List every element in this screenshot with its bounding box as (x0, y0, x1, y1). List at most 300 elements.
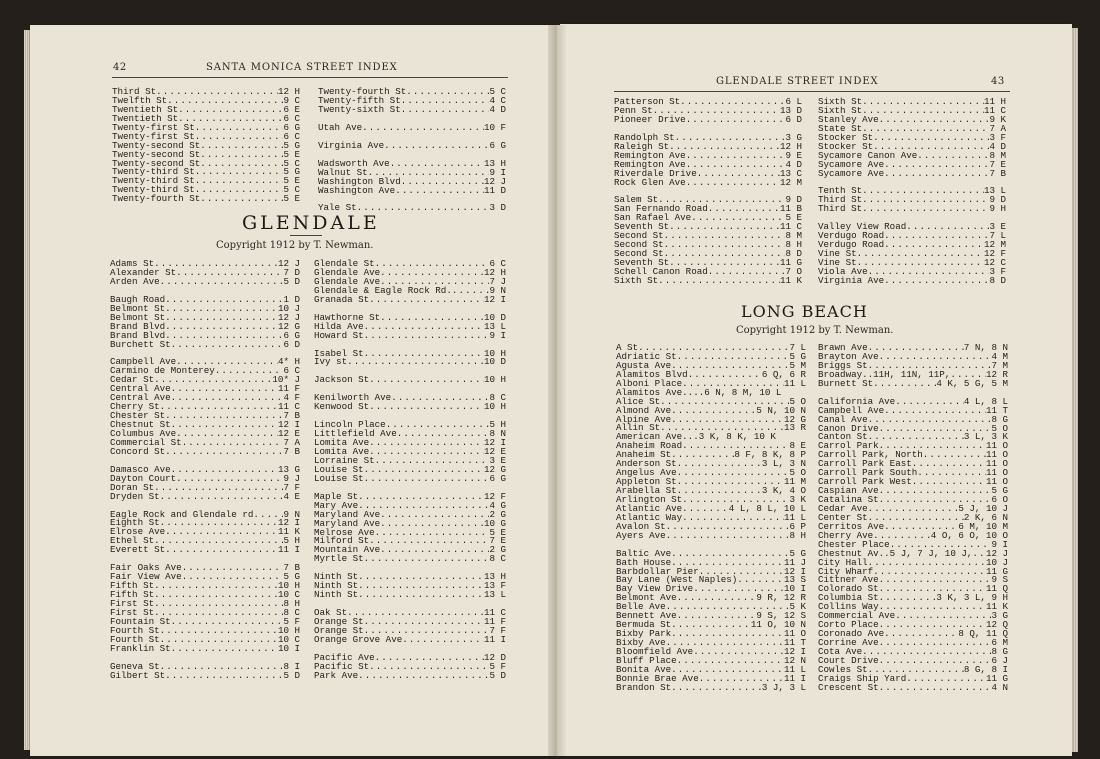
street-name: Hilda Ave (314, 320, 364, 332)
grid-reference: 12 J (483, 175, 506, 187)
street-name: San Rafael Ave (614, 212, 692, 224)
leader-dots (364, 466, 484, 475)
grid-reference: 11 T (783, 637, 806, 648)
street-name: Cittner Ave (818, 574, 879, 586)
leader-dots (691, 214, 785, 223)
leader-dots (917, 469, 986, 478)
street-name: Walnut St (318, 166, 368, 178)
grid-reference: 13 R (783, 422, 806, 434)
leader-dots (358, 582, 484, 591)
street-name: Ninth St (314, 571, 359, 583)
leader-dots (375, 260, 490, 269)
grid-reference: 8 D (989, 274, 1006, 286)
street-entry (318, 139, 506, 151)
left-page-number: 42 (113, 62, 127, 73)
leader-dots (195, 177, 284, 186)
leader-dots (165, 323, 278, 332)
street-name: Ayers Ave (616, 529, 666, 541)
street-name: Orange St (314, 624, 364, 636)
grid-reference: 4 D (989, 140, 1006, 152)
street-name: Carmino de Monterey (110, 365, 215, 377)
grid-reference: 7 B (283, 562, 300, 574)
leader-dots (686, 161, 786, 170)
street-entry (110, 642, 300, 654)
long-beach-col-1 (616, 344, 806, 693)
street-name: Twenty-third St (112, 175, 195, 187)
street-name: Geneva St (110, 660, 160, 672)
street-entry (314, 403, 506, 412)
street-name: Anaheim Road (616, 440, 683, 452)
grid-reference: 12 C (983, 257, 1006, 268)
street-name: Sixth St (818, 96, 863, 107)
street-name: Verdugo Road (818, 230, 885, 242)
leader-dots (884, 407, 986, 416)
grid-reference: 11 O (985, 467, 1008, 479)
leader-dots (677, 353, 790, 362)
street-entry (318, 121, 506, 133)
street-name: Coronado Ave (818, 628, 885, 640)
street-entry (616, 681, 806, 693)
street-name: Corrine Ave (818, 637, 879, 648)
street-entry (110, 338, 300, 350)
leader-dots (154, 591, 278, 600)
left-header-rule (112, 77, 508, 78)
leader-dots (369, 376, 484, 385)
grid-reference: 12 R (985, 368, 1008, 380)
grid-reference: 3 K (789, 493, 806, 505)
leader-dots (384, 142, 489, 151)
grid-reference: 9 I (991, 538, 1008, 550)
street-name: A St (616, 342, 639, 353)
leader-dots (195, 168, 284, 177)
street-name: Twenty-sixth St (318, 103, 401, 115)
grid-reference: 8 C (283, 606, 300, 618)
grid-reference: 9 N (283, 508, 300, 520)
street-name: Louise St (314, 463, 364, 475)
right-running-head: GLENDALE STREET INDEX (716, 76, 879, 87)
leader-dots (884, 232, 989, 241)
street-name: Patterson St (614, 96, 681, 107)
leader-dots (165, 314, 278, 323)
grid-reference: 12 F (483, 490, 506, 502)
grid-reference: 11 M (783, 476, 806, 488)
leader-dots (369, 296, 484, 305)
grid-reference: 9 C (283, 94, 300, 106)
grid-reference: 12 I (783, 565, 806, 577)
leader-dots (884, 630, 958, 639)
grid-reference: 10 J (985, 556, 1008, 568)
street-name: Arden Ave (110, 275, 160, 287)
grid-reference: 11 O (985, 476, 1008, 488)
street-name: Seventh St (614, 221, 670, 233)
grid-reference: 5 E (489, 526, 506, 538)
grid-reference: 11 G (985, 565, 1008, 577)
grid-reference: 11 C (277, 401, 300, 413)
leader-dots (156, 88, 278, 97)
street-name: Arlington St (616, 493, 683, 505)
grid-reference: 13 L (483, 320, 506, 332)
street-name: Yale St (318, 202, 357, 214)
leader-dots (868, 505, 959, 514)
grid-reference: 9 D (785, 194, 802, 206)
street-name: Ninth St (314, 580, 359, 592)
grid-reference: 3 D (489, 202, 506, 214)
street-entry (318, 184, 506, 196)
street-entry (314, 293, 506, 305)
leader-dots (671, 684, 762, 693)
street-name: Twenty-fifth St (318, 94, 401, 106)
grid-reference: 2 G (489, 508, 506, 520)
grid-reference: 9 I (489, 329, 506, 341)
street-name: Washington Ave (318, 184, 396, 196)
leader-dots (195, 186, 284, 195)
leader-dots (160, 627, 278, 636)
street-name: Carroll Park, North (818, 449, 923, 461)
grid-reference: 8 H (789, 529, 806, 541)
grid-reference: 5 G (283, 571, 300, 583)
leader-dots (171, 341, 284, 350)
street-name: Twentieth St (112, 103, 179, 115)
street-entry (314, 376, 506, 385)
street-name: Seventh St (614, 257, 670, 268)
leader-dots (200, 160, 283, 169)
glendale-cont-col-1 (614, 98, 802, 286)
grid-reference: 3 E (989, 221, 1006, 233)
street-name: Sixth St (614, 274, 659, 286)
grid-reference: 5 F (489, 660, 506, 672)
grid-reference: 7 L (789, 342, 806, 353)
leader-dots (671, 630, 784, 639)
street-name: Alice St (616, 395, 661, 407)
leader-dots (862, 187, 984, 196)
street-name: Colorado St (818, 583, 879, 595)
leader-dots (165, 305, 278, 314)
leader-dots (677, 469, 790, 478)
leader-dots (358, 493, 484, 502)
grid-reference: 9 S, 12 S (756, 610, 806, 622)
street-entry (614, 176, 802, 188)
street-name: Burnett St (818, 377, 874, 389)
grid-reference: 11 I (483, 633, 506, 645)
grid-reference: 5 E (283, 175, 300, 187)
grid-reference: 4 L, 8 L (963, 395, 1008, 407)
street-name: Bixby Ave (616, 637, 666, 648)
leader-dots (369, 448, 484, 457)
grid-reference: 5 O (789, 467, 806, 479)
leader-dots (666, 532, 790, 541)
street-name: Stocker St (818, 131, 874, 143)
street-name: Bath House (616, 556, 672, 568)
street-entry (614, 274, 802, 286)
grid-reference: 10 I (277, 642, 300, 654)
street-name: Caspian Ave (818, 485, 879, 497)
street-name: Sycamore Ave (818, 167, 885, 179)
street-name: Riverdale Drive (614, 167, 697, 179)
street-name: Cedar St (110, 374, 155, 386)
street-entry (818, 274, 1006, 286)
street-entry (110, 490, 300, 502)
street-name: Carroll Park West (818, 476, 912, 488)
street-name: Brayton Ave (818, 350, 879, 362)
street-name: Lomita Ave (314, 437, 370, 449)
street-name: San Fernando Road (614, 203, 708, 215)
grid-reference: 6 Q, 6 R (761, 368, 806, 380)
grid-reference: 8 N (489, 428, 506, 440)
grid-reference: 12 E (277, 427, 300, 439)
grid-reference: 5 G (991, 485, 1008, 497)
grid-reference: 13 C (779, 167, 802, 179)
street-entry (314, 633, 506, 645)
grid-reference: 3 K, 3 L, 9 H (936, 592, 1008, 604)
grid-reference: 6 G (283, 329, 300, 341)
street-name: Fountain St (110, 615, 171, 627)
street-name: Twenty-fourth St (112, 193, 201, 205)
street-name: Carrol Park (818, 440, 879, 452)
grid-reference: 7 L (989, 230, 1006, 242)
street-entry (318, 103, 506, 115)
grid-reference: 11 O (783, 628, 806, 640)
street-name: California Ave (818, 395, 896, 407)
street-name: Hawthorne St (314, 311, 381, 323)
leader-dots (895, 612, 991, 621)
leader-dots (682, 505, 729, 514)
street-name: Oak St (314, 607, 348, 619)
leader-dots (884, 161, 989, 170)
leader-dots (873, 134, 989, 143)
street-name: Atlantic Ave (616, 502, 683, 514)
leader-dots (165, 412, 283, 421)
glendale-col-2 (314, 260, 506, 681)
grid-reference: 8 I (283, 660, 300, 672)
street-name: State St (818, 122, 863, 134)
street-name: Viola Ave (818, 265, 868, 277)
grid-reference: 7 A (989, 122, 1006, 134)
grid-reference: 9 D (989, 194, 1006, 206)
grid-reference: 5 G (283, 166, 300, 178)
leader-dots (675, 134, 786, 143)
grid-reference: 8 Q, 11 Q (958, 628, 1008, 640)
street-name: Elrose Ave (110, 526, 166, 538)
leader-dots (666, 523, 790, 532)
grid-reference: 5 M (789, 359, 806, 371)
grid-reference: 10 H (483, 347, 506, 359)
street-name: Chester Place (818, 538, 890, 550)
leader-dots (369, 403, 484, 412)
grid-reference: 6 G (489, 472, 506, 484)
street-entry (818, 377, 1008, 389)
grid-reference: 11 G (779, 257, 802, 268)
grid-reference: 12 G (277, 320, 300, 332)
grid-reference: 10 C (277, 589, 300, 600)
grid-reference: 11 D (483, 184, 506, 196)
grid-reference: 3 E (489, 454, 506, 466)
street-name: Carroll Park East (818, 458, 912, 470)
leader-dots (686, 179, 780, 188)
street-name: Cota Ave (818, 645, 863, 657)
grid-reference: 4 F (283, 392, 300, 404)
street-name: Central Ave (110, 392, 171, 404)
leader-dots (686, 116, 786, 125)
grid-reference: 7 M (991, 359, 1008, 371)
grid-reference: 3 G (991, 610, 1008, 622)
leader-dots (857, 259, 984, 268)
street-name: Crescent St (818, 681, 879, 693)
leader-dots (160, 403, 278, 412)
leader-dots (658, 277, 780, 286)
grid-reference: 4 O, 6 O, 10 O (930, 529, 1008, 541)
street-name: Lorraine St (314, 454, 375, 466)
leader-dots (686, 152, 786, 161)
leader-dots (364, 618, 484, 627)
street-entry (818, 205, 1006, 214)
street-name: Gilbert St (110, 669, 166, 681)
street-name: Columbus Ave (110, 427, 177, 439)
grid-reference: 8 E (789, 440, 806, 452)
leader-dots (868, 433, 964, 442)
grid-reference: 4 K, 5 G, 5 M (936, 377, 1008, 389)
leader-dots (165, 448, 283, 457)
grid-reference: 5 D (283, 669, 300, 681)
grid-reference: 11 I (783, 672, 806, 684)
leader-dots (677, 657, 784, 666)
grid-reference: 11 L (783, 511, 806, 523)
street-name: Littlefield Ave (314, 428, 397, 440)
leader-dots (923, 451, 986, 460)
street-name: Bonita Ave (616, 663, 672, 675)
street-name: City Wharf (818, 565, 874, 577)
leader-dots (182, 573, 284, 582)
grid-reference: 11 F (277, 383, 300, 395)
street-name: Avalon St (616, 520, 666, 532)
street-name: Chestnut Av..5 J, 7 J, 10 J, (818, 547, 973, 559)
street-name: Bloomfield Ave (616, 645, 694, 657)
grid-reference: 3 L, 3 N (761, 458, 806, 470)
grid-reference: 4 C (489, 94, 506, 106)
glendale-title: GLENDALE (242, 212, 380, 234)
leader-dots (677, 612, 757, 621)
grid-reference: 12 I (483, 293, 506, 305)
street-name: Maple St (314, 490, 359, 502)
left-running-head: SANTA MONICA STREET INDEX (206, 62, 398, 73)
street-name: Tenth St (818, 185, 863, 197)
grid-reference: 7 N, 8 N (963, 342, 1008, 353)
leader-dots (879, 576, 992, 585)
grid-reference: 11 J (783, 556, 806, 568)
leader-dots (195, 124, 284, 133)
grid-reference: 7 J (489, 275, 506, 287)
grid-reference: 11 K (277, 526, 300, 538)
street-entry (110, 445, 300, 457)
grid-reference: 12 Q (985, 619, 1008, 631)
leader-dots (682, 514, 784, 523)
grid-reference: 4 N (991, 681, 1008, 693)
grid-reference: 1 D (283, 293, 300, 305)
street-name: Virginia Ave (818, 274, 885, 286)
grid-reference: 5 J, 10 J (958, 502, 1008, 514)
grid-reference: 5 O (991, 422, 1008, 434)
leader-dots (708, 268, 786, 277)
street-entry (614, 113, 802, 125)
grid-reference: 9 I (489, 166, 506, 178)
grid-reference: 2 K, 6 N (963, 511, 1008, 523)
leader-dots (375, 457, 490, 466)
long-beach-title: LONG BEACH (741, 302, 868, 321)
leader-dots (369, 439, 484, 448)
street-name: Craigs Ship Yard (818, 672, 907, 684)
grid-reference: 5 E (283, 193, 300, 205)
grid-reference: 12 I (277, 419, 300, 430)
grid-reference: 10* J (272, 374, 300, 386)
leader-dots (380, 546, 489, 555)
street-name: Vine St (818, 257, 857, 268)
leader-dots (165, 546, 278, 555)
grid-reference: 6 L (785, 96, 802, 107)
street-name: Penn St (614, 104, 653, 116)
leader-dots (176, 430, 278, 439)
street-name: Columbia St (818, 592, 879, 604)
street-name: Carroll Park South (818, 467, 918, 479)
street-name: Court Drive (818, 654, 879, 666)
grid-reference: 8 M (785, 230, 802, 242)
street-name: Washington Blvd (318, 175, 401, 187)
grid-reference: 6 M (991, 637, 1008, 648)
grid-reference: 11 K (779, 274, 802, 286)
street-name: Third St (112, 86, 157, 97)
street-name: Remington Ave (614, 158, 686, 170)
grid-reference: 12 I (277, 517, 300, 529)
grid-reference: 12 G (483, 463, 506, 475)
leader-dots (375, 654, 484, 663)
leader-dots (873, 568, 986, 577)
street-name: Sycamore Canon Ave (818, 149, 918, 161)
street-name: Chestnut St (110, 419, 171, 430)
leader-dots (386, 421, 490, 430)
leader-dots (395, 187, 484, 196)
street-name: Belmont Ave (616, 592, 677, 604)
street-name: Bluff Place (616, 654, 677, 666)
street-name: Second St (614, 248, 664, 260)
street-name: Remington Ave (614, 149, 686, 161)
grid-reference: 11 H (983, 96, 1006, 107)
street-name: Alboni Place (616, 377, 683, 389)
street-name: Brand Blvd (110, 329, 166, 341)
street-name: Canon Drive (818, 422, 879, 434)
leader-dots (182, 439, 284, 448)
grid-reference: 8 F, 8 K, 8 P (734, 449, 806, 461)
grid-reference: 10 H (483, 374, 506, 386)
leader-dots (171, 394, 284, 403)
street-name: Pacific Ave (314, 651, 375, 663)
leader-dots (401, 178, 484, 187)
street-name: Twelfth St (112, 94, 168, 106)
leader-dots (380, 520, 484, 529)
street-name: Concord St (110, 445, 166, 457)
leader-dots (680, 98, 785, 107)
street-name: Valley View Road (818, 221, 907, 233)
leader-dots (171, 645, 278, 654)
grid-reference: 5 C (283, 184, 300, 196)
street-name: Fair View Ave (110, 571, 182, 583)
leader-dots (182, 564, 284, 573)
grid-reference: 5 C (489, 86, 506, 97)
grid-reference: 5 N, 10 N (756, 404, 806, 416)
grid-reference: 12 G (783, 413, 806, 425)
leader-dots (664, 232, 786, 241)
street-name: Glendale Ave (314, 266, 381, 278)
grid-reference: 3 J, 3 L (761, 681, 806, 693)
street-name: Center St (818, 511, 868, 523)
grid-reference: 9 E (785, 149, 802, 161)
